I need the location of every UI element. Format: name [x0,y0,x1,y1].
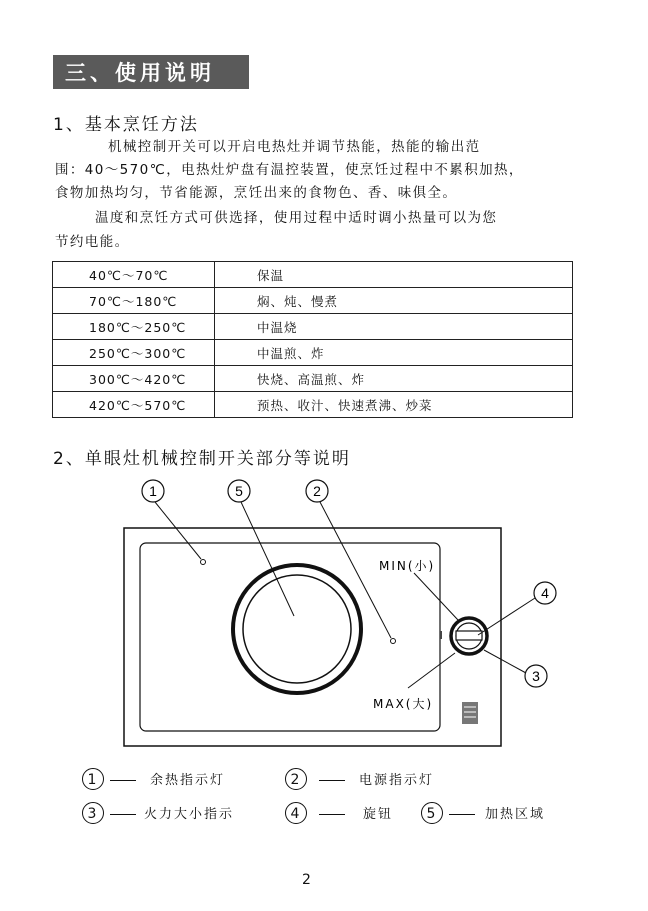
temperature-table [52,261,573,418]
callout-2-label: 2 [313,483,321,499]
leader-line-4 [478,598,535,635]
legend-num: 1 [82,768,104,790]
callout-4-label: 4 [541,585,549,601]
table-row [53,262,573,288]
temp-range: 300℃～420℃ [53,366,215,392]
table-row [53,392,573,418]
legend-text: 加热区域 [485,807,546,822]
table-row [53,366,573,392]
cooking-method: 中温煎、炸 [215,340,573,366]
temp-range: 70℃～180℃ [53,288,215,314]
subheading-control-description: 2、单眼灶机械控制开关部分等说明 [53,449,351,469]
para2-line1: 温度和烹饪方式可供选择，使用过程中适时调小热量可以为您 [95,210,498,226]
cooking-method: 预热、收汁、快速煮沸、炒菜 [215,392,573,418]
leader-line-3 [484,650,526,673]
para1-line1: 机械控制开关可以开启电热灶并调节热能，热能的输出范 [108,139,481,155]
legend-num: 4 [285,802,307,824]
legend-item-5 [421,802,545,824]
section-title: 三、使用说明 [53,55,249,89]
legend-num: 2 [285,768,307,790]
leader-line-1 [155,502,201,559]
callout-5-label: 5 [235,483,243,499]
para2-line2: 节约电能。 [55,234,130,250]
temp-range: 250℃～300℃ [53,340,215,366]
min-label: MIN(小) [379,559,436,573]
leader-line-5 [241,502,294,616]
cooktop-diagram [0,470,648,760]
legend-text: 余热指示灯 [150,773,226,788]
temp-range: 180℃～250℃ [53,314,215,340]
callout-3-label: 3 [532,668,540,684]
legend-item-2 [285,768,434,790]
cooking-method: 焖、炖、慢煮 [215,288,573,314]
cooktop-outer-frame [124,528,501,746]
rating-label-icon [462,702,478,724]
heating-zone-outer-ring [233,565,361,693]
table-row [53,288,573,314]
heating-zone-inner-ring [243,575,351,683]
temp-range: 420℃～570℃ [53,392,215,418]
cooking-method: 中温烧 [215,314,573,340]
leader-line-max [408,653,455,688]
leader-line-min [414,573,458,620]
legend-item-3 [82,802,234,824]
legend-text: 电源指示灯 [359,773,435,788]
temp-range: 40℃～70℃ [53,262,215,288]
callout-1-label: 1 [149,483,157,499]
cooking-method: 快烧、高温煎、炸 [215,366,573,392]
knob-mark [440,631,442,639]
cooking-method: 保温 [215,262,573,288]
table-row [53,314,573,340]
legend-num: 3 [82,802,104,824]
legend-item-1 [82,768,225,790]
subheading-basic-cooking: 1、基本烹饪方法 [53,115,199,135]
residual-heat-indicator [201,560,206,565]
power-indicator [391,639,396,644]
para1-line3: 食物加热均匀，节省能源，烹饪出来的食物色、香、味俱全。 [55,185,458,201]
para1-line2: 围：40～570℃，电热灶炉盘有温控装置，使烹饪过程中不累积加热， [55,162,524,178]
knob-grip [456,631,482,640]
max-label: MAX(大) [373,697,434,711]
legend-num: 5 [421,802,443,824]
table-row [53,340,573,366]
legend-text: 旋钮 [363,807,394,822]
legend-item-4 [285,802,393,824]
page-number: 2 [302,872,311,888]
legend-text: 火力大小指示 [144,807,235,822]
